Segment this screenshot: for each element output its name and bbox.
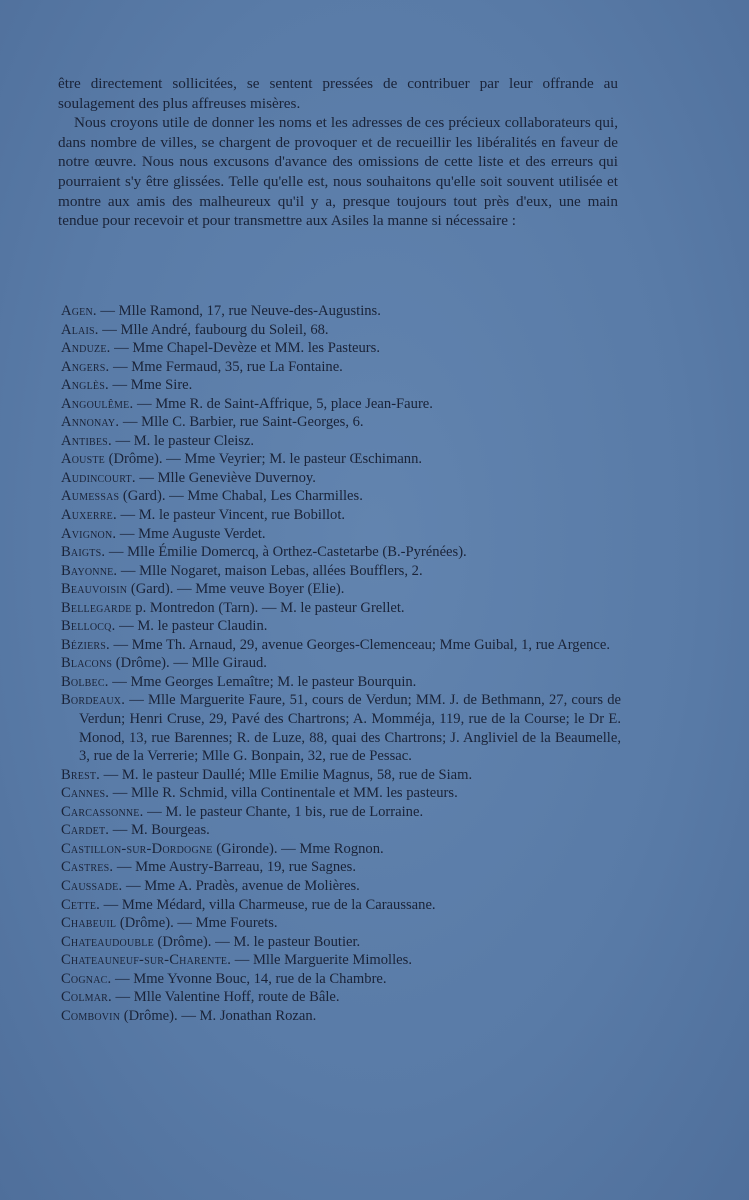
list-item	[61, 766, 621, 785]
intro-text	[58, 74, 618, 231]
correspondent-details: — M. le pasteur Vincent, rue Bobillot.	[116, 507, 346, 524]
list-item	[61, 951, 621, 970]
correspondent-details: — Mlle Émilie Domercq, à Orthez-Castetarbe (B.-Pyrénées).	[105, 544, 467, 561]
town-name: Cardet.	[61, 822, 110, 839]
list-item	[61, 395, 621, 414]
list-item	[61, 784, 621, 803]
correspondent-details: — M. le pasteur Cleisz.	[111, 432, 255, 449]
correspondent-details: (Drôme). — Mme Veyrier; M. le pasteur Œschimann.	[104, 451, 423, 468]
list-item	[61, 487, 621, 506]
town-name: Chabeuil	[61, 915, 117, 932]
list-item	[61, 691, 621, 765]
town-name: Baigts.	[61, 544, 106, 561]
correspondent-details: (Gard). — Mme veuve Boyer (Elie).	[127, 581, 345, 598]
list-item	[61, 302, 621, 321]
correspondent-details: — Mlle Marguerite Mimolles.	[231, 952, 412, 969]
correspondent-details: — Mlle R. Schmid, villa Continentale et MM. les pasteurs.	[109, 785, 458, 802]
correspondent-details: — M. Bourgeas.	[109, 822, 210, 839]
correspondent-details: — Mlle C. Barbier, rue Saint-Georges, 6.	[119, 414, 364, 431]
correspondent-details: p. Montredon (Tarn). — M. le pasteur Grellet.	[131, 599, 405, 616]
town-name: Aouste	[61, 451, 105, 468]
list-item	[61, 933, 621, 952]
town-name: Bellegarde	[61, 599, 132, 616]
town-name: Anduze.	[61, 340, 111, 357]
intro-paragraph: Nous croyons utile de donner les noms et les adresses de ces précieux collaborateurs qui, dans nombre de villes, se chargent de provoquer et de recueillir les libéralités en faveur de notre œuvre. Nous nous excusons d'avance des omissions de cette liste et des erreurs qui pourraient s'y être glissées. Telle qu'elle est, nous souhaitons qu'elle soit souvent utilisée et montre aux amis des malheureux qu'il y a, presque toujours tout près d'eux, une main tendue pour recevoir et pour transmettre aux Asiles la manne si nécessaire :	[58, 114, 618, 230]
correspondent-details: (Drôme). — Mme Fourets.	[116, 915, 278, 932]
town-name: Caussade.	[61, 877, 123, 894]
list-item	[61, 376, 621, 395]
list-item	[61, 803, 621, 822]
correspondent-details: — Mme Fermaud, 35, rue La Fontaine.	[109, 358, 343, 375]
list-item	[61, 543, 621, 562]
town-name: Blacons	[61, 655, 113, 672]
town-name: Beauvoisin	[61, 581, 128, 598]
town-name: Cette.	[61, 896, 101, 913]
list-item	[61, 469, 621, 488]
correspondent-details: — Mme Th. Arnaud, 29, avenue Georges-Clemenceau; Mme Guibal, 1, rue Argence.	[109, 636, 610, 653]
list-item	[61, 896, 621, 915]
list-item	[61, 821, 621, 840]
town-name: Bellocq.	[61, 618, 116, 635]
town-name: Audincourt.	[61, 469, 136, 486]
list-item	[61, 321, 621, 340]
town-name: Antibes.	[61, 432, 112, 449]
correspondent-details: — Mme A. Pradès, avenue de Molières.	[122, 877, 360, 894]
correspondent-details: — Mlle Valentine Hoff, route de Bâle.	[111, 989, 340, 1006]
town-name: Bayonne.	[61, 562, 118, 579]
correspondent-details: — Mme Yvonne Bouc, 14, rue de la Chambre.	[111, 970, 387, 987]
list-item	[61, 506, 621, 525]
list-item	[61, 358, 621, 377]
correspondent-details: (Gironde). — Mme Rognon.	[212, 840, 384, 857]
correspondent-details: — M. le pasteur Claudin.	[115, 618, 268, 635]
correspondents-list	[61, 302, 621, 1025]
list-item	[61, 562, 621, 581]
town-name: Colmar.	[61, 989, 112, 1006]
list-item	[61, 914, 621, 933]
town-name: Bolbec.	[61, 673, 109, 690]
correspondent-details: — Mme Sire.	[108, 377, 193, 394]
town-name: Auxerre.	[61, 507, 117, 524]
correspondent-details: — Mlle Geneviève Duvernoy.	[135, 469, 316, 486]
town-name: Castres.	[61, 859, 114, 876]
correspondent-details: — M. le pasteur Daullé; Mlle Emilie Magnus, 58, rue de Siam.	[100, 766, 473, 783]
town-name: Angers.	[61, 358, 110, 375]
list-item	[61, 432, 621, 451]
town-name: Aumessas	[61, 488, 120, 505]
list-item	[61, 988, 621, 1007]
town-name: Angoulême.	[61, 395, 134, 412]
correspondent-details: — Mme Austry-Barreau, 19, rue Sagnes.	[113, 859, 356, 876]
list-item	[61, 1007, 621, 1026]
town-name: Bordeaux.	[61, 692, 126, 709]
correspondent-details: — M. le pasteur Chante, 1 bis, rue de Lorraine.	[143, 803, 424, 820]
list-item	[61, 617, 621, 636]
town-name: Avignon.	[61, 525, 117, 542]
correspondent-details: — Mme R. de Saint-Affrique, 5, place Jean-Faure.	[133, 395, 433, 412]
list-item	[61, 673, 621, 692]
correspondent-details: — Mlle André, faubourg du Soleil, 68.	[98, 321, 329, 338]
list-item	[61, 599, 621, 618]
town-name: Chateaudouble	[61, 933, 154, 950]
town-name: Cognac.	[61, 970, 112, 987]
list-item	[61, 580, 621, 599]
list-item	[61, 654, 621, 673]
correspondent-details: (Gard). — Mme Chabal, Les Charmilles.	[119, 488, 363, 505]
correspondent-details: — Mme Georges Lemaître; M. le pasteur Bourquin.	[108, 673, 417, 690]
town-name: Annonay.	[61, 414, 120, 431]
town-name: Chateauneuf-sur-Charente.	[61, 952, 232, 969]
intro-paragraph: être directement sollicitées, se sentent pressées de contribuer par leur offrande au soulagement des plus affreuses misères.	[58, 75, 618, 112]
town-name: Anglès.	[61, 377, 109, 394]
list-item	[61, 840, 621, 859]
town-name: Cannes.	[61, 785, 110, 802]
correspondent-details: — Mlle Ramond, 17, rue Neuve-des-Augustins.	[96, 303, 381, 319]
correspondent-details: — Mlle Marguerite Faure, 51, cours de Verdun; MM. J. de Bethmann, 27, cours de Verdun; Henri Cruse, 29, Pavé des Chartrons; A. Momméja, 119, rue de la Course; le Dr E. Monod, 13, rue Barennes; R. de Luze, 88, quai des Chartrons; J. Angliviel de la Beaumelle, 3, rue de la Verrerie; Mlle G. Bonpain, 32, rue de Pessac.	[79, 692, 621, 765]
town-name: Combovin	[61, 1007, 121, 1024]
list-item	[61, 636, 621, 655]
town-name: Brest.	[61, 766, 101, 783]
correspondent-details: — Mlle Nogaret, maison Lebas, allées Boufflers, 2.	[117, 562, 423, 579]
list-item	[61, 858, 621, 877]
list-item	[61, 525, 621, 544]
town-name: Alais.	[61, 321, 99, 338]
list-item	[61, 413, 621, 432]
correspondent-details: (Drôme). — Mlle Giraud.	[112, 655, 267, 672]
town-name: Béziers.	[61, 636, 110, 653]
town-name: Agen.	[61, 303, 97, 319]
list-item	[61, 877, 621, 896]
correspondent-details: (Drôme). — M. Jonathan Rozan.	[120, 1007, 317, 1024]
town-name: Carcassonne.	[61, 803, 144, 820]
correspondent-details: — Mme Médard, villa Charmeuse, rue de la Caraussane.	[100, 896, 436, 913]
list-item	[61, 339, 621, 358]
list-item	[61, 450, 621, 469]
correspondent-details: (Drôme). — M. le pasteur Boutier.	[153, 933, 361, 950]
correspondent-details: — Mme Chapel-Devèze et MM. les Pasteurs.	[110, 340, 380, 357]
correspondent-details: — Mme Auguste Verdet.	[116, 525, 266, 542]
town-name: Castillon-sur-Dordogne	[61, 840, 213, 857]
list-item	[61, 970, 621, 989]
